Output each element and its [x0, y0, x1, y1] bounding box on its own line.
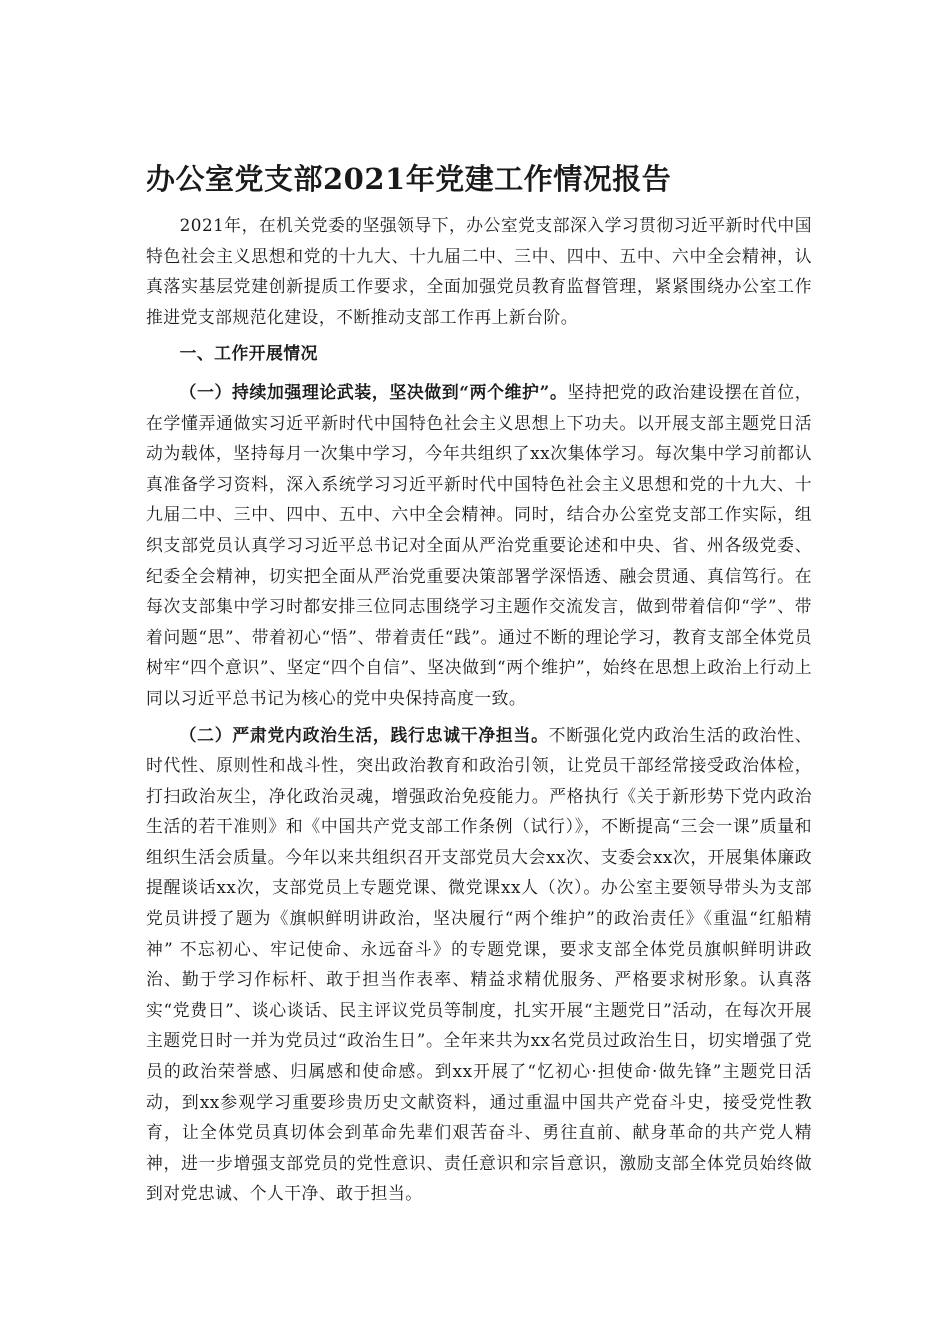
item-2-body: 不断强化党内政治生活的政治性、时代性、原则性和战斗性，突出政治教育和政治引领，让党员干部经常接受政治体检，打扫政治灰尘，净化政治灵魂，增强政治免疫能力。严格执行《关于新形势下党内政治生活的若干准则》和《中国共产党支部工作条例（试行）》，不断提高“三会一课”质量和组织生活会质量。今年以来共组织召开支部党员大会xx次、支委会xx次，开展集体廉政提醒谈话xx次，支部党员上专题党课、微党课xx人（次）。办公室主要领导带头为支部党员讲授了题为《旗帜鲜明讲政治，坚决履行“两个维护”的政治责任》《重温“红船精神” 不忘初心、牢记使命、永远奋斗》的专题党课，要求支部全体党员旗帜鲜明讲政治、勤于学习作标杆、敢于担当作表率、精益求精优服务、严格要求树形象。认真落实“党费日”、谈心谈话、民主评议党员等制度，扎实开展“主题党日”活动，在每次开展主题党日时一并为党员过“政治生日”。全年来共为xx名党员过政治生日，切实增强了党员的政治荣誉感、归属感和使命感。到xx开展了“忆初心·担使命·做先锋”主题党日活动，到xx参观学习重要珍贵历史文献资料，通过重温中国共产党奋斗史，接受党性教育，让全体党员真切体会到革命先辈们艰苦奋斗、勇往直前、献身革命的共产党人精神，进一步增强支部党员的党性意识、责任意识和宗旨意识，激励支部全体党员始终做到对党忠诚、个人干净、敢于担当。 — [146, 724, 812, 1204]
section-heading: 一、工作开展情况 — [179, 343, 318, 364]
item-1-paragraph — [146, 377, 812, 714]
item-1-body: 坚持把党的政治建设摆在首位，在学懂弄通做实习近平新时代中国特色社会主义思想上下功夫。以开展支部主题党日活动为载体，坚持每月一次集中学习，今年共组织了xx次集体学习。每次集中学习前都认真准备学习资料，深入系统学习习近平新时代中国特色社会主义思想和党的十九大、十九届二中、三中、四中、五中、六中全会精神。同时，结合办公室党支部工作实际，组织支部党员认真学习习近平总书记对全面从严治党重要论述和中央、省、州各级党委、纪委全会精神，切实把全面从严治党重要决策部署学深悟透、融会贯通、真信笃行。在每次支部集中学习时都安排三位同志围绕学习主题作交流发言，做到带着信仰“学”、带着问题“思”、带着初心“悟”、带着责任“践”。通过不断的理论学习，教育支部全体党员树牢“四个意识”、坚定“四个自信”、坚决做到“两个维护”，始终在思想上政治上行动上同以习近平总书记为核心的党中央保持高度一致。 — [146, 381, 812, 708]
intro-paragraph: 2021年，在机关党委的坚强领导下，办公室党支部深入学习贯彻习近平新时代中国特色社会主义思想和党的十九大、十九届二中、三中、四中、五中、六中全会精神，认真落实基层党建创新提质工作要求，全面加强党员教育监督管理，紧紧围绕办公室工作推进党支部规范化建设，不断推动支部工作再上新台阶。 — [146, 215, 812, 327]
item-2-lead: （二）严肃党内政治生活，践行忠诚干净担当。 — [179, 724, 549, 745]
item-1-lead: （一）持续加强理论武装，坚决做到“两个维护”。 — [179, 381, 568, 402]
item-2-paragraph — [146, 720, 812, 1210]
document-page — [146, 150, 812, 1215]
document-title: 办公室党支部2021年党建工作情况报告 — [146, 162, 672, 196]
